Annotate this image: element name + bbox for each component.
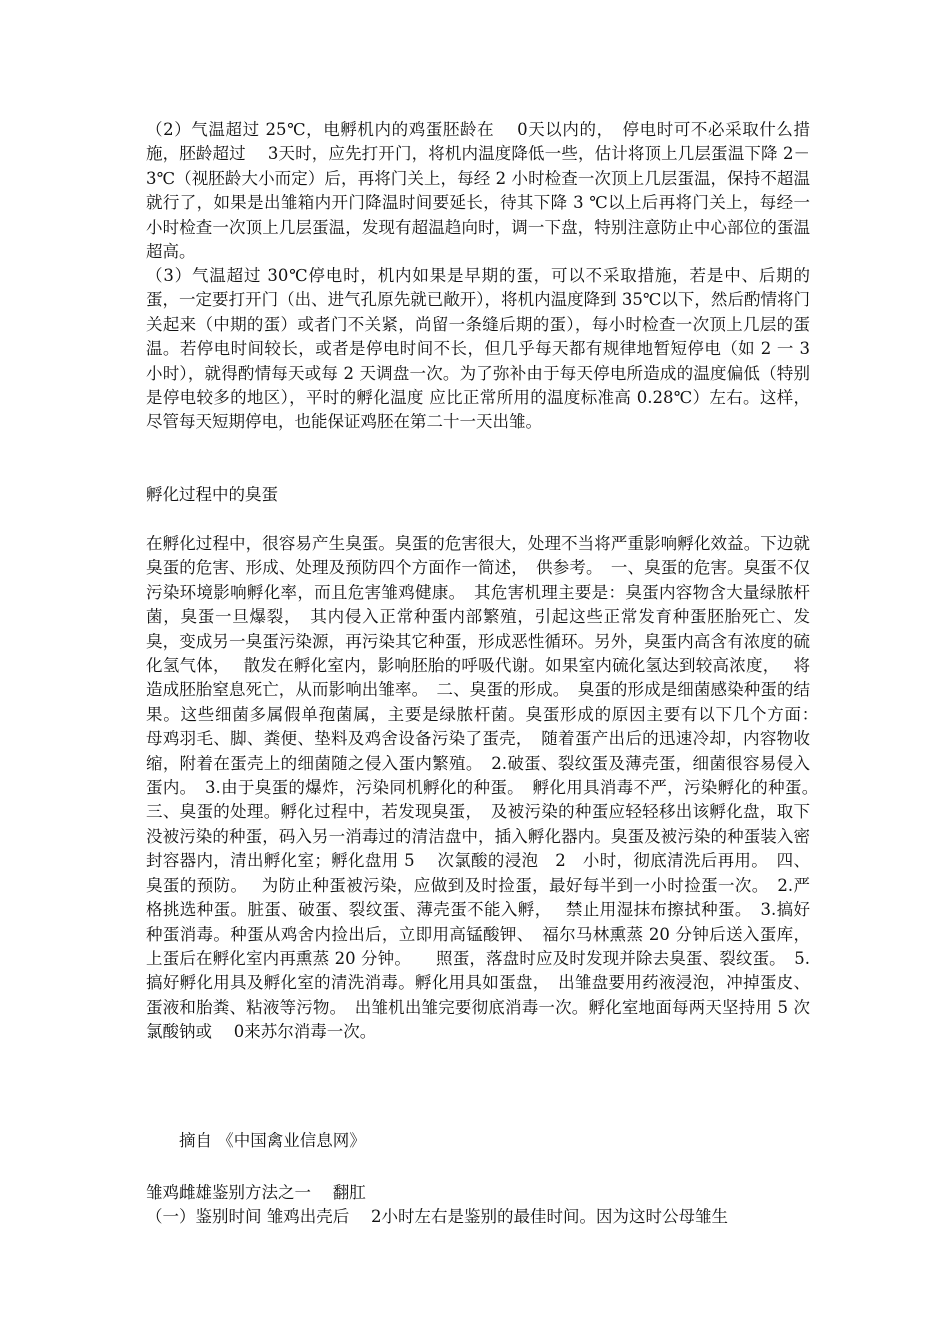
paragraph-temp-25: （2）气温超过 25℃，电孵机内的鸡蛋胚龄在 0天以内的， 停电时可不必采取什么措施，胚龄超过 3天时，应先打开门，将机内温度降低一些，估计将顶上几层蛋温下降 2－3℃（视胚龄大小而定）后，再将门关上，每经 2 小时检查一次顶上几层蛋温，保持不超温就行了，如果是出雏箱内开门降温时间要延长，待其下降 3 ℃以上后再将门关上，每经一小时检查一次顶上几层蛋温，发现有超温趋向时，调一下盘，特别注意防止中心部位的蛋温超高。 [146,120,810,262]
paragraph-rotten-eggs: 在孵化过程中，很容易产生臭蛋。臭蛋的危害很大，处理不当将严重影响孵化效益。下边就臭蛋的危害、形成、处理及预防四个方面作一简述， 供参考。 一、臭蛋的危害。臭蛋不仅污染环境影响孵化率，而且危害雏鸡健康。 其危害机理主要是：臭蛋内容物含大量绿脓杆菌，臭蛋一旦爆裂， 其内侵入正常种蛋内部繁殖，引起这些正常发育种蛋胚胎死亡、发臭，变成另一臭蛋污染源，再污染其它种蛋，形成恶性循环。另外，臭蛋内高含有浓度的硫化氢气体， 散发在孵化室内，影响胚胎的呼吸代谢。如果室内硫化氢达到较高浓度， 将造成胚胎窒息死亡，从而影响出雏率。 二、臭蛋的形成。 臭蛋的形成是细菌感染种蛋的结果。这些细菌多属假单孢菌属，主要是绿脓杆菌。臭蛋形成的原因主要有以下几个方面： 母鸡羽毛、脚、粪便、垫料及鸡舍设备污染了蛋壳， 随着蛋产出后的迅速冷却，内容物收缩，附着在蛋壳上的细菌随之侵入蛋内繁殖。 2.破蛋、裂纹蛋及薄壳蛋，细菌很容易侵入蛋内。 3.由于臭蛋的爆炸，污染同机孵化的种蛋。 孵化用具消毒不严，污染孵化的种蛋。 三、臭蛋的处理。孵化过程中，若发现臭蛋， 及被污染的种蛋应轻轻移出该孵化盘，取下没被污染的种蛋，码入另一消毒过的清洁盘中，插入孵化器内。臭蛋及被污染的种蛋装入密封容器内，清出孵化室；孵化盘用 5 次氯酸的浸泡 2 小时，彻底清洗后再用。 四、臭蛋的预防。 为防止种蛋被污染，应做到及时捡蛋，最好每半到一小时捡蛋一次。 2.严格挑选种蛋。脏蛋、破蛋、裂纹蛋、薄壳蛋不能入孵， 禁止用湿抹布擦拭种蛋。 3.搞好种蛋消毒。种蛋从鸡舍内捡出后，立即用高锰酸钾、 福尔马林熏蒸 20 分钟后送入蛋库，上蛋后在孵化室内再熏蒸 20 分钟。 照蛋，落盘时应及时发现并除去臭蛋、裂纹蛋。 5.搞好孵化用具及孵化室的清洗消毒。孵化用具如蛋盘， 出雏盘要用药液浸泡，冲掉蛋皮、蛋液和胎粪、粘液等污物。 出雏机出雏完要彻底消毒一次。孵化室地面每两天坚持用 5 次氯酸钠或 0来苏尔消毒一次。 [146,534,843,1042]
heading-chick-sexing: 雏鸡雌雄鉴别方法之一 翻肛 [146,1183,366,1202]
source-note: 摘自 《中国禽业信息网》 [146,1131,366,1150]
paragraph-chick-sexing: （一）鉴别时间 雏鸡出壳后 2小时左右是鉴别的最佳时间。因为这时公母雏生 [146,1207,728,1226]
heading-rotten-eggs: 孵化过程中的臭蛋 [146,485,278,504]
paragraph-temp-30: （3）气温超过 30℃停电时，机内如果是早期的蛋，可以不采取措施，若是中、后期的蛋，一定要打开门（出、进气孔原先就已敞开），将机内温度降到 35℃以下，然后酌情将门关起来（中期的蛋）或者门不关紧，尚留一条缝后期的蛋），每小时检查一次顶上几层的蛋温。若停电时间较长，或者是停电时间不长，但几乎每天都有规律地暂短停电（如 2 一 3 小时），就得酌情每天或每 2 天调盘一次。为了弥补由于每天停电所造成的温度偏低（特别是停电较多的地区），平时的孵化温度 应比正常所用的温度标准高 0.28℃）左右。这样，尽管每天短期停电，也能保证鸡胚在第二十一天出雏。 [146,266,816,432]
